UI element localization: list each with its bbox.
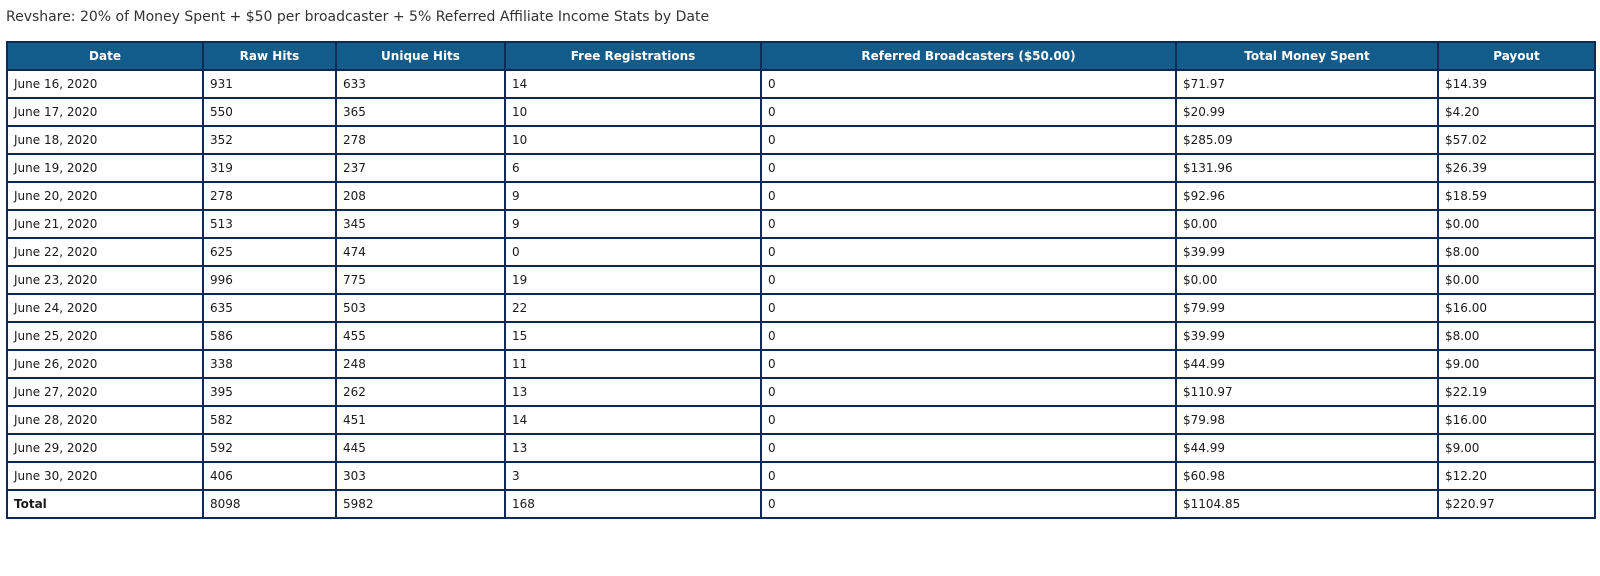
cell-payout: $12.20 — [1438, 462, 1595, 490]
cell-free-registrations: 10 — [505, 126, 761, 154]
cell-payout: $16.00 — [1438, 406, 1595, 434]
cell-raw-hits: 592 — [203, 434, 336, 462]
cell-raw-hits: 586 — [203, 322, 336, 350]
table-row — [7, 182, 1595, 210]
cell-referred-broadcasters: 0 — [761, 406, 1176, 434]
cell-referred-broadcasters: 0 — [761, 238, 1176, 266]
cell-referred-broadcasters: 0 — [761, 182, 1176, 210]
table-row — [7, 238, 1595, 266]
cell-payout: $8.00 — [1438, 238, 1595, 266]
table-row — [7, 210, 1595, 238]
cell-raw-hits: 582 — [203, 406, 336, 434]
cell-raw-hits: 550 — [203, 98, 336, 126]
cell-free-registrations: 11 — [505, 350, 761, 378]
cell-referred-broadcasters: 0 — [761, 126, 1176, 154]
cell-unique-hits: 262 — [336, 378, 505, 406]
cell-date: June 24, 2020 — [7, 294, 203, 322]
cell-payout: $14.39 — [1438, 70, 1595, 98]
cell-unique-hits: 237 — [336, 154, 505, 182]
cell-payout: $18.59 — [1438, 182, 1595, 210]
cell-payout: $4.20 — [1438, 98, 1595, 126]
cell-unique-hits: 278 — [336, 126, 505, 154]
cell-raw-hits: 338 — [203, 350, 336, 378]
cell-raw-hits: 635 — [203, 294, 336, 322]
column-header-date: Date — [7, 42, 203, 70]
cell-free-registrations: 14 — [505, 406, 761, 434]
column-header-unique-hits: Unique Hits — [336, 42, 505, 70]
cell-referred-broadcasters: 0 — [761, 266, 1176, 294]
page-title: Revshare: 20% of Money Spent + $50 per broadcaster + 5% Referred Affiliate Income Stats by Date — [6, 9, 710, 25]
cell-free-registrations: 14 — [505, 70, 761, 98]
total-referred-broadcasters: 0 — [761, 490, 1176, 518]
table-body — [7, 70, 1595, 518]
cell-date: June 26, 2020 — [7, 350, 203, 378]
cell-free-registrations: 0 — [505, 238, 761, 266]
cell-referred-broadcasters: 0 — [761, 462, 1176, 490]
cell-raw-hits: 352 — [203, 126, 336, 154]
total-label: Total — [7, 490, 203, 518]
total-payout: $220.97 — [1438, 490, 1595, 518]
cell-payout: $0.00 — [1438, 266, 1595, 294]
cell-payout: $9.00 — [1438, 350, 1595, 378]
cell-total-money-spent: $92.96 — [1176, 182, 1438, 210]
total-free-registrations: 168 — [505, 490, 761, 518]
cell-raw-hits: 625 — [203, 238, 336, 266]
table-row — [7, 406, 1595, 434]
cell-unique-hits: 445 — [336, 434, 505, 462]
cell-unique-hits: 345 — [336, 210, 505, 238]
cell-referred-broadcasters: 0 — [761, 322, 1176, 350]
cell-date: June 23, 2020 — [7, 266, 203, 294]
cell-payout: $22.19 — [1438, 378, 1595, 406]
column-header-free-registrations: Free Registrations — [505, 42, 761, 70]
cell-unique-hits: 303 — [336, 462, 505, 490]
cell-date: June 25, 2020 — [7, 322, 203, 350]
cell-free-registrations: 13 — [505, 434, 761, 462]
total-raw-hits: 8098 — [203, 490, 336, 518]
table-row — [7, 154, 1595, 182]
table-row — [7, 98, 1595, 126]
cell-date: June 16, 2020 — [7, 70, 203, 98]
cell-total-money-spent: $110.97 — [1176, 378, 1438, 406]
table-row — [7, 70, 1595, 98]
column-header-total-money-spent: Total Money Spent — [1176, 42, 1438, 70]
cell-date: June 30, 2020 — [7, 462, 203, 490]
column-header-referred-broadcasters: Referred Broadcasters ($50.00) — [761, 42, 1176, 70]
cell-date: June 17, 2020 — [7, 98, 203, 126]
cell-free-registrations: 19 — [505, 266, 761, 294]
cell-payout: $26.39 — [1438, 154, 1595, 182]
cell-payout: $16.00 — [1438, 294, 1595, 322]
cell-free-registrations: 3 — [505, 462, 761, 490]
table-row — [7, 350, 1595, 378]
cell-total-money-spent: $39.99 — [1176, 238, 1438, 266]
cell-unique-hits: 451 — [336, 406, 505, 434]
cell-date: June 22, 2020 — [7, 238, 203, 266]
cell-raw-hits: 513 — [203, 210, 336, 238]
cell-free-registrations: 6 — [505, 154, 761, 182]
table-row — [7, 322, 1595, 350]
cell-payout: $8.00 — [1438, 322, 1595, 350]
cell-free-registrations: 13 — [505, 378, 761, 406]
cell-date: June 21, 2020 — [7, 210, 203, 238]
cell-total-money-spent: $79.98 — [1176, 406, 1438, 434]
column-header-raw-hits: Raw Hits — [203, 42, 336, 70]
cell-raw-hits: 931 — [203, 70, 336, 98]
cell-unique-hits: 775 — [336, 266, 505, 294]
cell-total-money-spent: $79.99 — [1176, 294, 1438, 322]
cell-date: June 20, 2020 — [7, 182, 203, 210]
cell-raw-hits: 395 — [203, 378, 336, 406]
cell-unique-hits: 503 — [336, 294, 505, 322]
cell-unique-hits: 455 — [336, 322, 505, 350]
cell-date: June 27, 2020 — [7, 378, 203, 406]
cell-free-registrations: 10 — [505, 98, 761, 126]
column-header-payout: Payout — [1438, 42, 1595, 70]
cell-free-registrations: 9 — [505, 182, 761, 210]
cell-date: June 29, 2020 — [7, 434, 203, 462]
cell-unique-hits: 248 — [336, 350, 505, 378]
cell-raw-hits: 278 — [203, 182, 336, 210]
cell-payout: $9.00 — [1438, 434, 1595, 462]
cell-unique-hits: 365 — [336, 98, 505, 126]
cell-date: June 18, 2020 — [7, 126, 203, 154]
cell-unique-hits: 633 — [336, 70, 505, 98]
total-unique-hits: 5982 — [336, 490, 505, 518]
cell-unique-hits: 474 — [336, 238, 505, 266]
table-row — [7, 378, 1595, 406]
total-money-spent: $1104.85 — [1176, 490, 1438, 518]
cell-total-money-spent: $131.96 — [1176, 154, 1438, 182]
table-header — [7, 42, 1595, 70]
cell-referred-broadcasters: 0 — [761, 98, 1176, 126]
cell-referred-broadcasters: 0 — [761, 378, 1176, 406]
cell-free-registrations: 22 — [505, 294, 761, 322]
cell-referred-broadcasters: 0 — [761, 294, 1176, 322]
cell-referred-broadcasters: 0 — [761, 350, 1176, 378]
cell-unique-hits: 208 — [336, 182, 505, 210]
cell-total-money-spent: $285.09 — [1176, 126, 1438, 154]
table-row — [7, 266, 1595, 294]
stats-table — [6, 41, 1596, 519]
cell-total-money-spent: $20.99 — [1176, 98, 1438, 126]
cell-total-money-spent: $71.97 — [1176, 70, 1438, 98]
cell-date: June 28, 2020 — [7, 406, 203, 434]
cell-total-money-spent: $39.99 — [1176, 322, 1438, 350]
cell-free-registrations: 15 — [505, 322, 761, 350]
cell-referred-broadcasters: 0 — [761, 434, 1176, 462]
header-row — [7, 42, 1595, 70]
cell-raw-hits: 319 — [203, 154, 336, 182]
cell-free-registrations: 9 — [505, 210, 761, 238]
cell-total-money-spent: $0.00 — [1176, 210, 1438, 238]
cell-referred-broadcasters: 0 — [761, 210, 1176, 238]
cell-raw-hits: 996 — [203, 266, 336, 294]
cell-raw-hits: 406 — [203, 462, 336, 490]
table-row — [7, 462, 1595, 490]
cell-referred-broadcasters: 0 — [761, 154, 1176, 182]
cell-date: June 19, 2020 — [7, 154, 203, 182]
table-row — [7, 294, 1595, 322]
total-row — [7, 490, 1595, 518]
table-row — [7, 434, 1595, 462]
cell-total-money-spent: $44.99 — [1176, 350, 1438, 378]
cell-total-money-spent: $44.99 — [1176, 434, 1438, 462]
cell-total-money-spent: $0.00 — [1176, 266, 1438, 294]
cell-payout: $57.02 — [1438, 126, 1595, 154]
table-row — [7, 126, 1595, 154]
cell-total-money-spent: $60.98 — [1176, 462, 1438, 490]
cell-payout: $0.00 — [1438, 210, 1595, 238]
cell-referred-broadcasters: 0 — [761, 70, 1176, 98]
